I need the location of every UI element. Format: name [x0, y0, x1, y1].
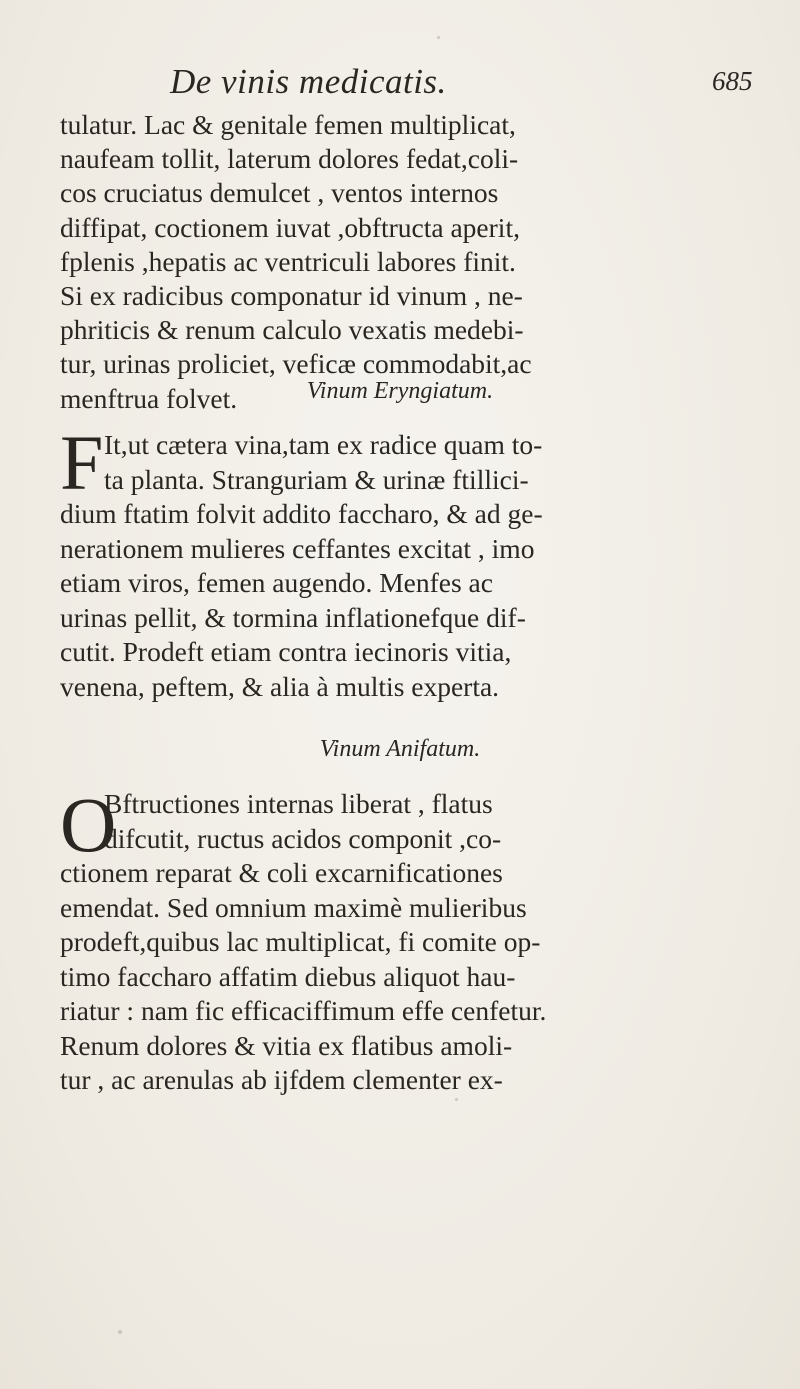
section-heading-anisatum: Vinum Anifatum.: [319, 736, 481, 762]
paper-speck: [437, 36, 440, 39]
text-line: diffipat, coctionem iuvat ,obftructa aperit,: [60, 211, 520, 243]
paper-speck: [118, 1330, 122, 1334]
text-line: ta planta. Stranguriam & urinæ ftillici-: [104, 463, 529, 495]
text-line: dium ftatim folvit addito faccharo, & ad ge-: [60, 498, 543, 529]
text-line: Bftructiones internas liberat , flatus: [104, 788, 493, 819]
text-line: tur , ac arenulas ab ijfdem clementer ex-: [60, 1064, 503, 1095]
page-number: 685: [712, 66, 753, 96]
text-line: Si ex radicibus componatur id vinum , ne-: [60, 280, 523, 312]
text-line: prodeft,quibus lac multiplicat, fi comite op-: [60, 926, 541, 957]
text-line: cutit. Prodeft etiam contra iecinoris vitia,: [60, 636, 512, 667]
paragraph-eryngiatum: [60, 419, 750, 704]
text-line: Renum dolores & vitia ex flatibus amoli-: [60, 1029, 513, 1061]
text-line: difcutit, ructus acidos componit ,co-: [104, 822, 502, 854]
text-line: urinas pellit, & tormina inflationefque dif-: [60, 601, 526, 633]
running-head: [0, 62, 800, 106]
text-line: phriticis & renum calculo vexatis medebi-: [60, 314, 524, 346]
paragraph-anisatum: [60, 781, 750, 1098]
section-continued-text: [60, 108, 750, 416]
text-line: menftrua folvet.: [60, 382, 238, 414]
text-line: fplenis ,hepatis ac ventriculi labores finit.: [60, 245, 516, 277]
running-head-title: De vinis medicatis.: [170, 62, 447, 101]
paper-speck: [455, 1098, 458, 1101]
section-heading-eryngiatum: Vinum Eryngiatum.: [306, 378, 494, 404]
text-line: emendat. Sed omnium maximè mulieribus: [60, 891, 527, 923]
text-line: tulatur. Lac & genitale femen multiplicat,: [60, 109, 516, 140]
text-line: It,ut cætera vina,tam ex radice quam to-: [104, 429, 543, 460]
text-line: naufeam tollit, laterum dolores fedat,coli-: [60, 143, 519, 175]
text-line: nerationem mulieres ceffantes excitat , imo: [60, 532, 535, 564]
drop-cap: F: [60, 419, 104, 506]
text-line: cos cruciatus demulcet , ventos internos: [60, 177, 499, 209]
text-line: venena, peftem, & alia à multis experta.: [60, 670, 500, 702]
text-line: tur, urinas proliciet, veficæ commodabit,ac: [60, 348, 532, 380]
text-line: ctionem reparat & coli excarnificationes: [60, 857, 503, 888]
text-line: riatur : nam fic efficaciffimum effe cenfetur.: [60, 995, 547, 1026]
text-line: timo faccharo affatim diebus aliquot hau-: [60, 960, 516, 992]
drop-cap: O: [60, 781, 117, 868]
text-line: etiam viros, femen augendo. Menfes ac: [60, 567, 493, 598]
